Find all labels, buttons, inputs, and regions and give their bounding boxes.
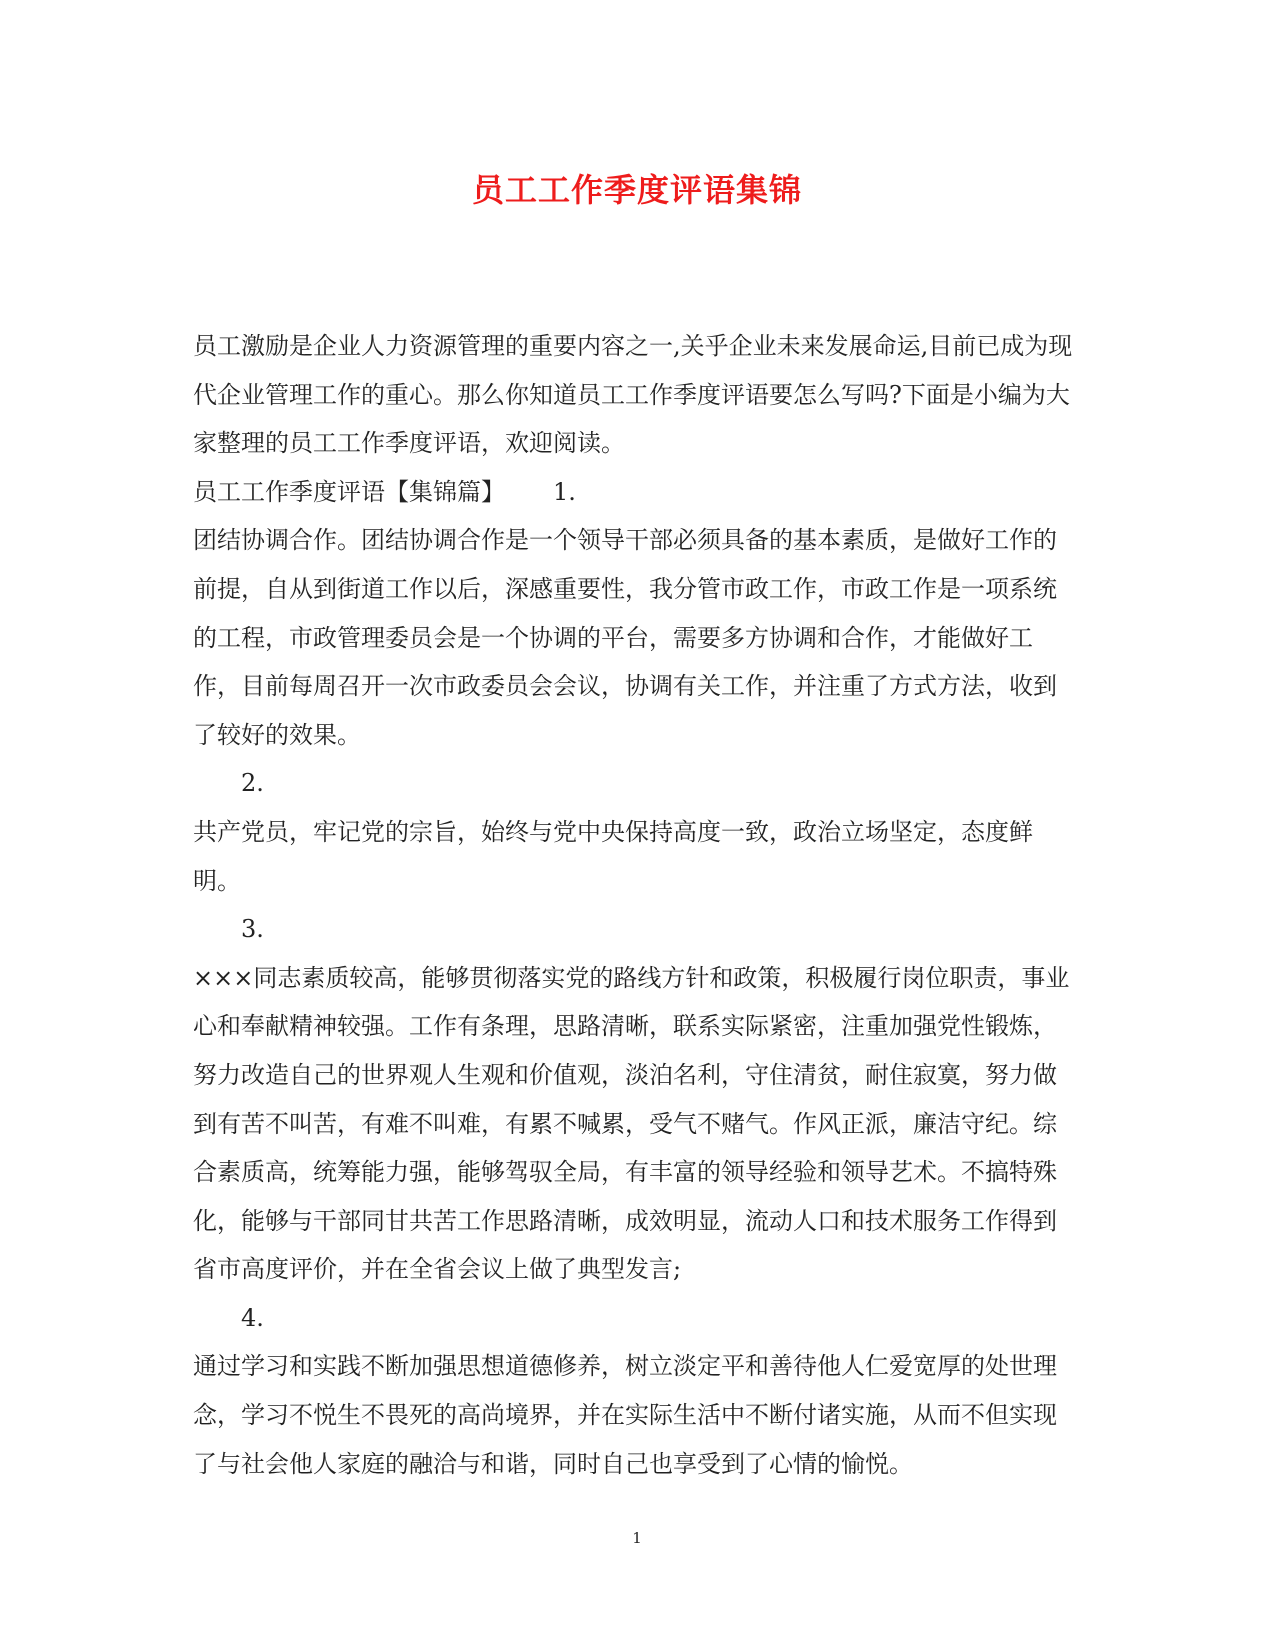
- item-number: 2.: [241, 769, 264, 798]
- document-title: 员工工作季度评语集锦: [471, 171, 802, 209]
- section-heading-row: [193, 468, 1073, 517]
- item-text: 团结协调合作。团结协调合作是一个领导干部必须具备的基本素质，是做好工作的前提，自从到街道工作以后，深感重要性，我分管市政工作，市政工作是一项系统的工程，市政管理委员会是一个协调的平台，需要多方协调和合作，才能做好工作，目前每周召开一次市政委员会会议，协调有关工作，并注重了方式方法，收到了较好的效果。: [193, 526, 1057, 749]
- item-text: ×××同志素质较高，能够贯彻落实党的路线方针和政策，积极履行岗位职责，事业心和奉献精神较强。工作有条理，思路清晰，联系实际紧密，注重加强党性锻炼，努力改造自己的世界观人生观和价值观，淡泊名利，守住清贫，耐住寂寞，努力做到有苦不叫苦，有难不叫难，有累不喊累，受气不赌气。作风正派，廉洁守纪。综合素质高，统筹能力强，能够驾驭全局，有丰富的领导经验和领导艺术。不搞特殊化，能够与干部同甘共苦工作思路清晰，成效明显，流动人口和技术服务工作得到省市高度评价，并在全省会议上做了典型发言;: [193, 963, 1070, 1284]
- page-number: 1: [632, 1529, 642, 1547]
- document-body: [193, 322, 1073, 1488]
- section-heading: 员工工作季度评语【集锦篇】: [193, 477, 505, 506]
- item-number: 1.: [553, 477, 576, 506]
- item-number: 4.: [241, 1303, 264, 1332]
- item-number: 3.: [241, 915, 264, 944]
- item-text: 通过学习和实践不断加强思想道德修养，树立淡定平和善待他人仁爱宽厚的处世理念，学习不悦生不畏死的高尚境界，并在实际生活中不断付诸实施，从而不但实现了与社会他人家庭的融洽与和谐，同时自己也享受到了心情的愉悦。: [193, 1352, 1057, 1478]
- item-text: 共产党员，牢记党的宗旨，始终与党中央保持高度一致，政治立场坚定，态度鲜明。: [193, 817, 1033, 895]
- intro-paragraph: 员工激励是企业人力资源管理的重要内容之一,关乎企业未来发展命运,目前已成为现代企业管理工作的重心。那么你知道员工工作季度评语要怎么写吗?下面是小编为大家整理的员工工作季度评语，欢迎阅读。: [193, 332, 1073, 458]
